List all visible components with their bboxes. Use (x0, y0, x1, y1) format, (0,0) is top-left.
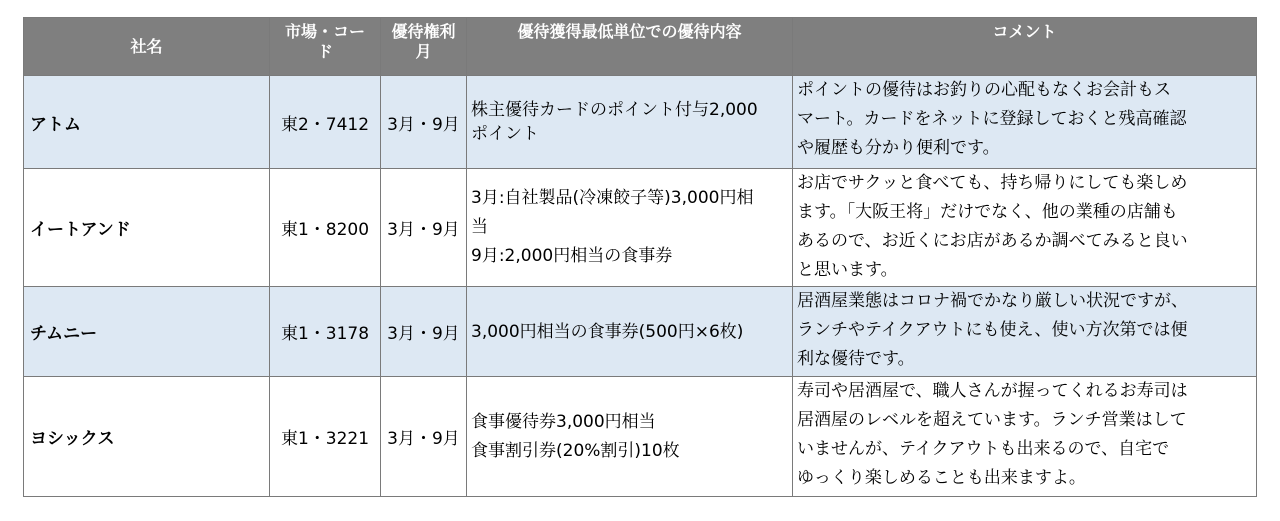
market-code: 東2・7412 (270, 76, 381, 169)
market-code: 東1・8200 (270, 169, 381, 287)
market-code: 東1・3221 (270, 377, 381, 497)
rights-month: 3月・9月 (381, 287, 467, 377)
rights-month: 3月・9月 (381, 377, 467, 497)
company-name: チムニー (24, 287, 270, 377)
market-code: 東1・3178 (270, 287, 381, 377)
comment: 居酒屋業態はコロナ禍でかなり厳しい状況ですが、 ランチやテイクアウトにも使え、使い方次第では便 利な優待です。 (793, 287, 1257, 377)
comment: 寿司や居酒屋で、職人さんが握ってくれるお寿司は 居酒屋のレベルを超えています。ランチ営業はして いませんが、テイクアウトも出来るので、自宅で ゆっくり楽しめることも出来ますよ。 (793, 377, 1257, 497)
company-name: アトム (24, 76, 270, 169)
benefit-content: 3月:自社製品(冷凍餃子等)3,000円相 当 9月:2,000円相当の食事券 (467, 169, 793, 287)
company-name: ヨシックス (24, 377, 270, 497)
table-row (24, 169, 1257, 287)
rights-month: 3月・9月 (381, 169, 467, 287)
header-company-name: 社名 (24, 18, 270, 76)
benefit-content: 株主優待カードのポイント付与2,000 ポイント (467, 76, 793, 169)
header-benefit-content: 優待獲得最低単位での優待内容 (467, 18, 793, 76)
header-market-code: 市場・コー ド (270, 18, 381, 76)
comment: お店でサクッと食べても、持ち帰りにしても楽しめ ます。「大阪王将」だけでなく、他の業種の店舗も あるので、お近くにお店があるか調べてみると良い と思います。 (793, 169, 1257, 287)
table-row (24, 287, 1257, 377)
table-row (24, 76, 1257, 169)
table-row (24, 377, 1257, 497)
header-rights-month: 優待権利 月 (381, 18, 467, 76)
shareholder-benefits-table (23, 17, 1257, 497)
company-name: イートアンド (24, 169, 270, 287)
benefit-content: 3,000円相当の食事券(500円×6枚) (467, 287, 793, 377)
comment: ポイントの優待はお釣りの心配もなくお会計もス マート。カードをネットに登録しておくと残高確認 や履歴も分かり便利です。 (793, 76, 1257, 169)
header-comment: コメント (793, 18, 1257, 76)
benefit-content: 食事優待券3,000円相当 食事割引券(20%割引)10枚 (467, 377, 793, 497)
header-row (24, 18, 1257, 76)
rights-month: 3月・9月 (381, 76, 467, 169)
